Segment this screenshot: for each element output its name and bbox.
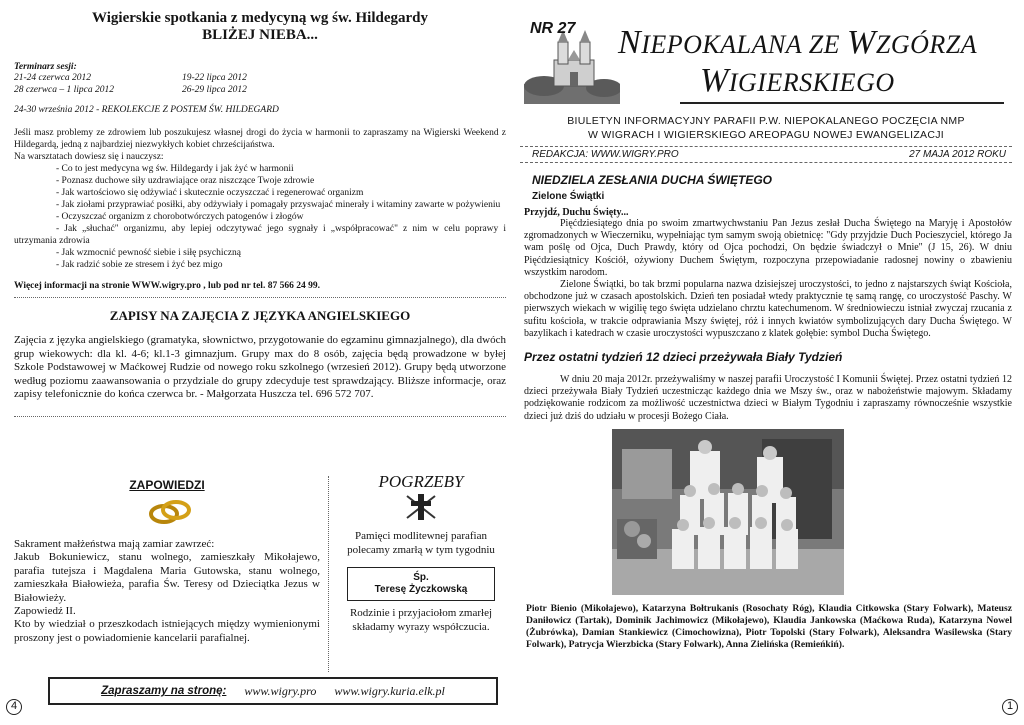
masthead-line-1 (618, 24, 977, 62)
communion-photo-image (612, 429, 844, 595)
funerals-body: Pamięci modlitewnej parafian polecamy zmarłą w tym tygodniu (347, 530, 495, 556)
banns-column (14, 476, 320, 645)
banns-body (14, 538, 320, 645)
banns-line: Jakub Bokuniewicz, stanu wolnego, zamieszkały Mikołajewo, parafia tutejsza i Magdalena Maria Gutowska, stanu wolnego, zamieszkała Białowieża, parafia Św. Teresy od Dzieciątka Jezus w Białowieży. (14, 551, 320, 604)
page-number-right: 1 (1002, 699, 1018, 715)
masthead-rule (680, 102, 1004, 104)
editorial-link[interactable]: REDAKCJA: WWW.WIGRY.PRO (532, 149, 679, 160)
bulletin-subtitle (520, 114, 1012, 142)
more-info-line: Więcej informacji na stronie WWW.wigry.pro , lub pod nr tel. 87 566 24 99. (14, 281, 320, 291)
english-title: ZAPISY NA ZAJĘCIA Z JĘZYKA ANGIELSKIEGO (109, 308, 411, 323)
deceased-nameplate (347, 567, 495, 601)
footer-link-wigry[interactable]: www.wigry.pro (244, 683, 317, 698)
banns-line: Zapowiedź II. (14, 605, 76, 618)
children-names: Piotr Bienio (Mikołajewo), Katarzyna Bołtrukanis (Rosochaty Róg), Klaudia Citkowska (Stary Folwark), Mateusz Daniłowicz (Tartak), Dominik Jachimowicz (Mikołajewo), Klaudia Jankowska (Maćkowa Ruda), Katarzyna Nowel (Żubrówka), Damian Stankiewicz (Cimochowizna), Piotr Topolski (Stary Folwark), Aleksandra Wasilewska (Stary Folwark), Patrycja Wierzbicka (Stary Folwark), Anna Zielińska (Remieńkiń). (526, 602, 1012, 651)
workshop-item: - Poznasz duchowe siły uzdrawiające oraz niszczące Twoje zdrowie (56, 176, 315, 186)
deceased-prefix: Śp. (413, 572, 429, 583)
header-divider (520, 162, 1012, 163)
banns-line: Kto by wiedział o przeszkodach istniejących między wymienionymi proszony jest o powiadomienie kancelarii parafialnej. (14, 618, 320, 644)
retreat-line: 24-30 września 2012 - REKOLEKCJE Z POSTEM ŚW. HILDEGARD (14, 105, 279, 115)
mast-text: IEPOKALANA ZE (641, 30, 848, 59)
session-row (14, 72, 506, 84)
session-date: 26-29 lipca 2012 (182, 85, 247, 95)
hildegard-intro: Jeśli masz problemy ze zdrowiem lub poszukujesz własnej drogi do życia w harmonii to zapraszamy na Wigierski Weekend z Hildegardą, jedną z najbardziej niezwykłych kobiet chrześcijaństwa. (14, 128, 506, 150)
workshop-item: - Oczyszczać organizm z chorobotwórczych patogenów i złogów (56, 212, 304, 222)
wedding-rings-icon (146, 496, 194, 526)
right-page (520, 10, 1012, 652)
session-date: 21-24 czerwca 2012 (14, 73, 92, 83)
white-week-body: W dniu 20 maja 2012r. przeżywaliśmy w naszej parafii Uroczystość I Komunii Świętej. Przez ostatni tydzień 12 dzieci przeżywała Biały Tydzień uczestnicząc każdego dnia we Mszy św., oraz w nabożeństwie majowym. Składamy podziękowanie rodzicom za możliwość uczestnictwa dzieci w Białym Tygodniu i zapraszamy równocześnie wszystkie dzieci już dziś do udziału w procesji Bożego Ciała. (524, 374, 1012, 422)
masthead (520, 10, 1012, 108)
banns-line: Sakrament małżeństwa mają zamiar zawrzeć: (14, 538, 215, 550)
condolences: Rodzinie i przyjaciołom zmarłej składamy wyrazy współczucia. (349, 607, 493, 633)
footer-link-kuria[interactable]: www.wigry.kuria.elk.pl (334, 683, 445, 698)
workshop-item: - Jak wzmocnić pewność siebie i siłę psychiczną (56, 248, 241, 258)
banns-title: ZAPOWIEDZI (129, 478, 205, 492)
hildegard-subtitle: BLIŻEJ NIEBA... (202, 27, 318, 43)
bulletin-line: BIULETYN INFORMACYJNY PARAFII P.W. NIEPOKALANEGO POCZĘCIA NMP (567, 115, 965, 127)
sessions-title: Terminarz sesji: (14, 62, 77, 72)
session-date: 28 czerwca – 1 lipca 2012 (14, 85, 115, 95)
bulletin-line: W WIGRACH I WIGIERSKIEGO AREOPAGU NOWEJ EWANGELIZACJI (587, 129, 944, 141)
funerals-title: POGRZEBY (378, 472, 464, 491)
pentecost-title: NIEDZIELA ZESŁANIA DUCHA ŚWIĘTEGO (532, 173, 772, 187)
left-page (14, 10, 506, 417)
pentecost-intro: Przyjdź, Duchu Święty... (524, 207, 629, 218)
workshops-intro: Na warsztatach dowiesz się i nauczysz: (14, 152, 164, 162)
editorial-row (520, 149, 1012, 160)
page-number-left: 4 (6, 699, 22, 715)
workshop-item: - Jak „słuchać" organizmu, aby lepiej odczytywać jego sygnały i „współpracować" z nim w celu poprawy i utrzymania zdrowia (14, 224, 506, 246)
mast-cap: W (700, 62, 729, 99)
white-week-title: Przez ostatni tydzień 12 dzieci przeżywała Biały Tydzień (524, 350, 843, 365)
english-body: Zajęcia z języka angielskiego (gramatyka, słownictwo, przygotowanie do egzaminu gimnazjalnego), dla dwóch grup wiekowych: dla kl. 4-6; kl.1-3 gimnazjum. Grupy max do 8 osób, zajęcia będą prowadzone w byłej Szkole Podstawowej w Maćkowej Rudzie od nowego roku szkolnego (wrzesień 2012). Grupy będą utworzone według poziomu zaawansowania o przydziale do grupy zdecyduje test sprawdzający. Bliższe informacje, oraz zapisy telefonicznie do końca czerwca br. - Małgorzata Huszcza tel. 696 572 707. (14, 334, 506, 400)
section-divider (14, 416, 506, 417)
workshop-item: - Co to jest medycyna wg św. Hildegardy i jak żyć w harmonii (56, 164, 294, 174)
banns-funerals-section (14, 472, 506, 666)
column-divider (328, 476, 329, 672)
session-date: 19-22 lipca 2012 (182, 73, 247, 83)
session-row (14, 84, 506, 96)
mast-text: ZGÓRZA (875, 30, 978, 59)
mast-text: IGIERSKIEGO (728, 68, 895, 97)
cross-icon (401, 492, 441, 522)
funerals-column (336, 472, 506, 634)
communion-photo (612, 429, 844, 595)
issue-date: 27 MAJA 2012 ROKU (909, 149, 1006, 160)
pentecost-paragraph: Pięćdziesiątego dnia po swoim zmartwychwstaniu Pan Jezus zesłał Ducha Świętego na Maryję i Apostołów zgromadzonych w Wieczerniku, wypełniając tym samym swoją obietnicę: "Gdy przyjdzie Duch Pocieszyciel, którego Ja wam poślę od Ojca, Duch Prawdy, który od Ojca pochodzi, On będzie świadczył o Mnie" (J 15, 26). W dniu Pięćdziesiątnicy Kościół, ożywiony Duchem Świętym, rozpoczyna przepowiadanie radosnej nowiny o zbawieniu wszystkim narodom. (524, 218, 1012, 278)
hildegard-title: Wigierskie spotkania z medycyną wg św. Hildegardy (92, 10, 428, 26)
mast-cap: N (618, 24, 642, 61)
footer-links-bar (48, 677, 498, 705)
pentecost-subtitle: Zielone Świątki (532, 191, 605, 202)
workshop-item: - Jak ziołami przyprawiać posiłki, aby odżywiały i pomagały przyswajać minerały i witaminy zawarte w pożywieniu (56, 200, 501, 210)
pentecost-paragraph: Zielone Świątki, bo tak brzmi popularna nazwa dzisiejszej uroczystości, to jedno z najstarszych świąt Kościoła, obchodzone już w czasach apostolskich. Dzień ten posiadał wtedy praktycznie tę samą rangę, co uroczystość Paschy. W pierwszych wiekach w wigilię tego święta udzielano chrztu katechumenom. W średniowieczu istniał zwyczaj rzucania z sufitu kościoła, w trakcie odprawiania Mszy świętej, róż i innych kwiatów symbolizujących dary Ducha Świętego. W bazylikach i katedrach w czasie uroczystości wypuszczano z klatek gołębie: symbol Ducha Świętego. (524, 279, 1012, 339)
masthead-line-2 (700, 62, 895, 100)
issue-number: NR 27 (530, 20, 576, 37)
deceased-name: Teresę Życzkowską (374, 584, 468, 595)
workshop-item: - Jak radzić sobie ze stresem i żyć bez migo (56, 260, 223, 270)
workshop-item: - Jak wartościowo się odżywiać i skutecznie oczyszczać i regenerować organizm (56, 188, 364, 198)
header-divider (520, 146, 1012, 147)
footer-label: Zapraszamy na stronę: (101, 685, 227, 697)
mast-cap: W (847, 24, 876, 61)
section-divider (14, 297, 506, 298)
